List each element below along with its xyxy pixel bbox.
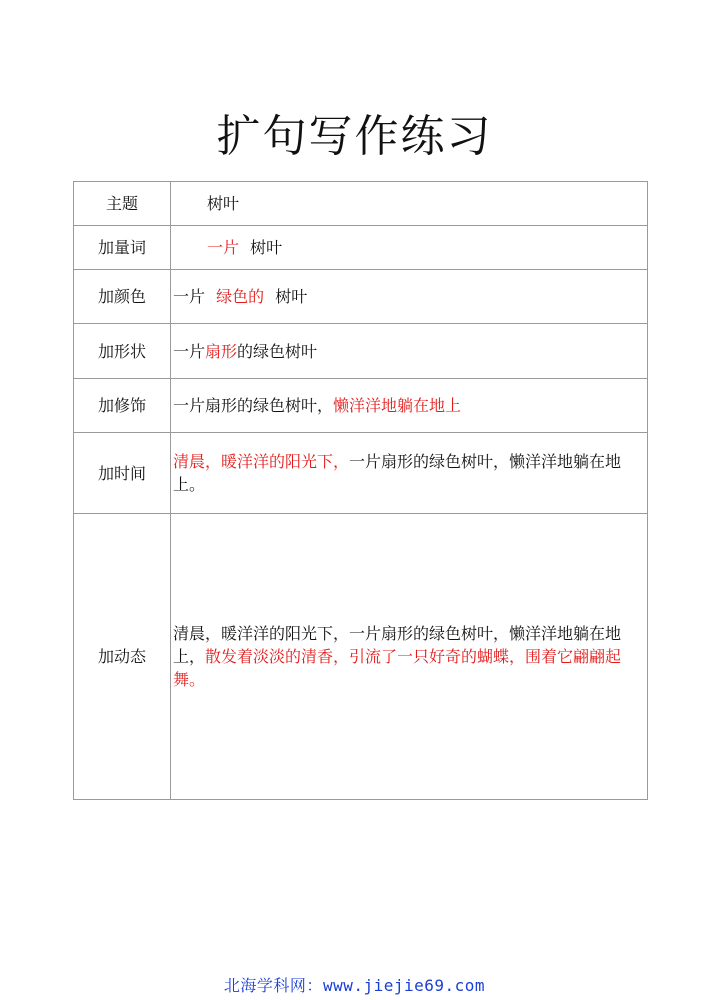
row-content-quantifier [171,226,648,270]
topic-text: 树叶 [207,194,240,213]
row-label-shape: 加形状 [74,324,171,379]
quantifier-base: 树叶 [250,238,283,257]
shape-prefix: 一片 [173,341,206,361]
table-row-topic [74,182,648,226]
added-quantifier: 一片 [207,238,240,257]
shape-suffix: 的绿色树叶 [237,341,318,361]
table-row-time [74,433,648,514]
added-time: 清晨，暖洋洋的阳光下， [173,452,350,471]
table-row-quantifier [74,226,648,270]
modifier-base: 一片扇形的绿色树叶， [173,396,334,415]
table-row-shape [74,324,648,379]
row-label-action: 加动态 [74,514,171,800]
color-base: 树叶 [275,287,308,306]
action-base: 清晨，暖洋洋的阳光下，一片扇形的绿色树叶，懒洋洋地躺在地上， [173,624,622,666]
expansion-table [73,181,648,800]
color-prefix: 一片 [173,287,206,306]
row-content-color [171,270,648,324]
row-content-topic [171,182,648,226]
table-row-modifier [74,379,648,433]
footer [0,973,709,996]
table-row-color [74,270,648,324]
footer-site-name: 北海学科网： [223,976,323,995]
row-label-time: 加时间 [74,433,171,514]
row-label-quantifier: 加量词 [74,226,171,270]
row-content-modifier [171,379,648,433]
row-content-shape [171,324,648,379]
row-label-topic: 主题 [74,182,171,226]
added-shape: 扇形 [205,341,238,361]
footer-url[interactable]: www.jiejie69.com [322,976,486,995]
added-modifier: 懒洋洋地躺在地上 [333,396,462,415]
page-title: 扩句写作练习 [216,111,493,162]
row-label-color: 加颜色 [74,270,171,324]
row-label-modifier: 加修饰 [74,379,171,433]
added-action: 散发着淡淡的清香，引流了一只好奇的蝴蝶，围着它翩翩起舞。 [173,647,622,689]
time-base: 一片扇形的绿色树叶，懒洋洋地躺在地上。 [173,452,622,494]
table-row-action [74,514,648,800]
row-content-time [171,433,648,514]
added-color: 绿色的 [216,287,265,306]
row-content-action [171,514,648,800]
